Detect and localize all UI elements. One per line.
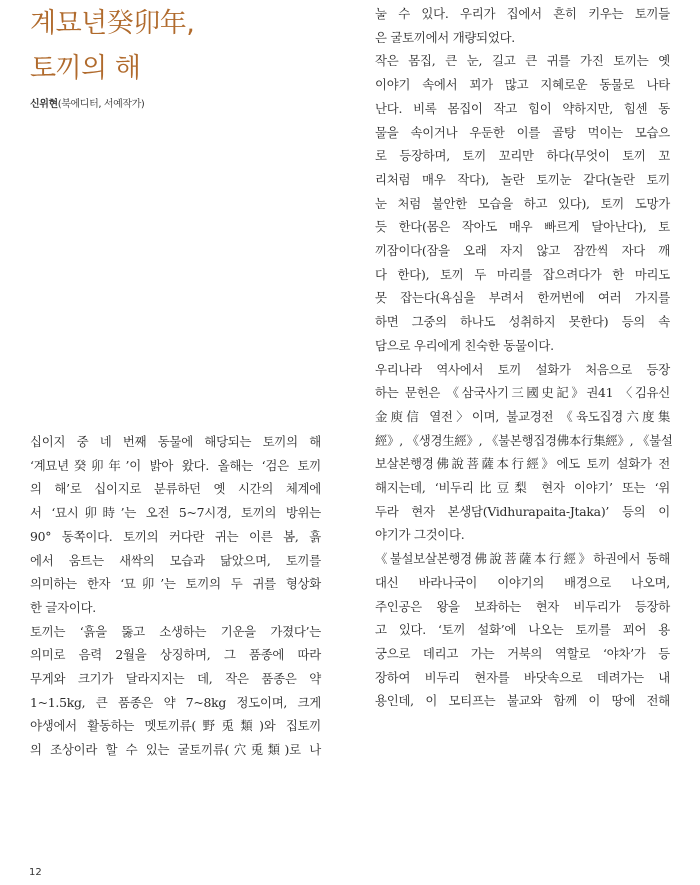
article-title-line-1: 계묘년癸卯年, xyxy=(30,8,195,39)
text-line: 무게와 크기가 달라지지는 데, 작은 품종은 약 xyxy=(30,671,321,687)
text-line: 다 한다), 토끼 두 마리를 잡으려다가 한 마리도 xyxy=(375,266,670,282)
text-line: 리처럼 매우 작다), 놀란 토끼눈 같다(놀란 토끼 xyxy=(375,171,670,187)
text-line: 1~1.5kg, 큰 품종은 약 7~8kg 정도이며, 크게 xyxy=(30,694,321,710)
text-line: 물을 속이거나 우둔한 이를 골탕 먹이는 모습으 xyxy=(375,124,670,140)
text-line: 끼잠이다(잠을 오래 자지 않고 잠깐씩 자다 깨 xyxy=(375,243,670,259)
text-line: 듯 한다(몸은 작아도 매우 빠르게 달아난다), 토 xyxy=(375,219,670,235)
text-line: 이야기 속에서 꾀가 많고 지혜로운 동물로 나타 xyxy=(375,77,670,93)
text-line: 의 해’로 십이지로 분류하던 옛 시간의 체계에 xyxy=(30,481,321,497)
text-line: 하면 그중의 하나도 성취하지 못한다) 등의 속 xyxy=(375,314,670,330)
left-column-text xyxy=(30,430,321,762)
text-line: 하는 문헌은 《삼국사기三國史記》권41 〈김유신 xyxy=(375,385,670,401)
text-line: 장하여 비두리 현자를 바닷속으로 데려가는 내 xyxy=(375,669,670,685)
text-line: ‘계묘년癸卯年’이 밝아 왔다. 올해는 ‘검은 토끼 xyxy=(30,457,321,473)
text-line: 야기가 그것이다. xyxy=(375,527,465,543)
text-line: 에서 움트는 새싹의 모습과 닮았으며, 토끼를 xyxy=(30,552,321,568)
text-line: 토끼는 ‘흙을 뚫고 소생하는 기운을 가졌다’는 xyxy=(30,623,321,639)
author-name: 신위현 xyxy=(30,99,58,110)
text-line: 고 있다. ‘토끼 설화’에 나오는 토끼를 꾀어 용 xyxy=(375,622,670,638)
text-line: 담으로 우리에게 친숙한 동물이다. xyxy=(375,337,554,353)
text-line: 의미하는 한자 ‘묘卯’는 토끼의 두 귀를 형상화 xyxy=(30,576,321,592)
text-line: 우리나라 역사에서 토끼 설화가 처음으로 등장 xyxy=(375,361,670,377)
text-line: 야생에서 활동하는 멧토끼류(野兎類)와 집토끼 xyxy=(30,718,321,734)
text-line: 용인데, 이 모티프는 불교와 함께 이 땅에 전해 xyxy=(375,693,670,709)
text-line: 대신 바라나국이 이야기의 배경으로 나오며, xyxy=(375,574,670,590)
right-column-text xyxy=(375,2,673,713)
text-line: 궁으로 데리고 가는 거북의 역할로 ‘야차’가 등 xyxy=(375,645,670,661)
text-line: 보살본행경佛說菩薩本行經》에도 토끼 설화가 전 xyxy=(375,456,670,472)
text-line: 金庾信 열전〉이며, 불교경전 《육도집경六度集 xyxy=(375,408,670,424)
text-line: 작은 몸집, 큰 눈, 길고 큰 귀를 가진 토끼는 옛 xyxy=(375,53,670,69)
page-number: 12 xyxy=(29,867,42,878)
text-line: 의미로 음력 2월을 상징하며, 그 품종에 따라 xyxy=(30,647,321,663)
article-title xyxy=(30,2,194,91)
author-affiliation: (북에디터, 서예작가) xyxy=(57,99,145,110)
text-line: 눈 처럼 불안한 모습을 하고 있다), 토끼 도망가 xyxy=(375,195,670,211)
text-line: 은 굴토끼에서 개량되었다. xyxy=(375,29,515,45)
text-line: 십이지 중 네 번째 동물에 해당되는 토끼의 해 xyxy=(30,434,321,449)
text-line: 주인공은 왕을 보좌하는 현자 비두리가 등장하 xyxy=(375,598,670,614)
text-line: 經》, 《생경生經》, 《불본행집경佛本行集經》, 《불설 xyxy=(375,432,673,448)
text-line: 한 글자이다. xyxy=(30,599,96,615)
author-byline xyxy=(30,95,144,110)
text-line: 서 ‘묘시卯時’는 오전 5~7시경, 토끼의 방위는 xyxy=(30,505,321,521)
text-line: 90° 동쪽이다. 토끼의 커다란 귀는 이른 봄, 흙 xyxy=(30,528,321,544)
text-line: 못 잡는다(욕심을 부려서 한꺼번에 여러 가지를 xyxy=(375,290,670,306)
text-line: 눌 수 있다. 우리가 집에서 흔히 키우는 토끼들 xyxy=(375,6,670,21)
article-title-line-2: 토끼의 해 xyxy=(30,53,141,84)
text-line: 난다. 비록 몸집이 작고 힘이 약하지만, 힘센 동 xyxy=(375,100,670,116)
text-line: 로 등장하며, 토끼 꼬리만 하다(무엇이 토끼 꼬 xyxy=(375,148,670,164)
text-line: 의 조상이라 할 수 있는 굴토끼류(穴兎類)로 나 xyxy=(30,742,321,758)
text-line: 두라 현자 본생담(Vidhurapaita-Jtaka)’ 등의 이 xyxy=(375,503,670,519)
text-line: 해지는데, ‘비두리比豆梨 현자 이야기’ 또는 ‘위 xyxy=(375,480,670,496)
text-line: 《불설보살본행경佛說菩薩本行經》하권에서 동해 xyxy=(375,551,670,567)
